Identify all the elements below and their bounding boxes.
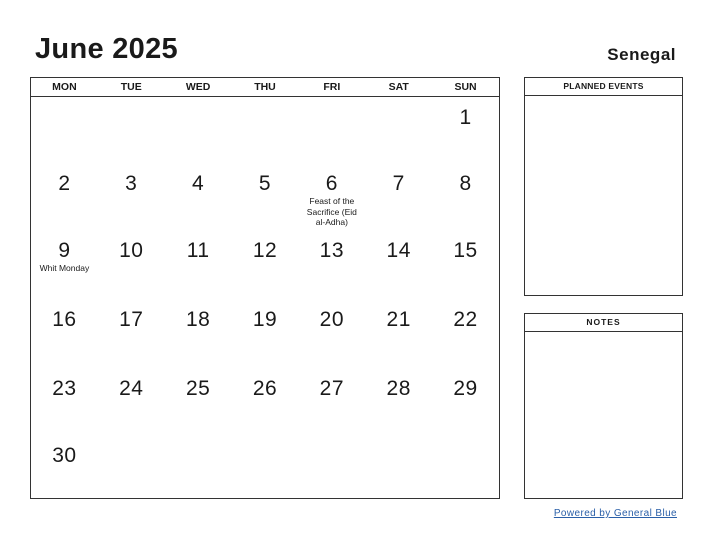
day-number: 3 (125, 172, 138, 195)
weekday-sat: SAT (388, 81, 409, 93)
day-cell (232, 299, 299, 368)
day-cell (165, 435, 232, 503)
day-cell (432, 435, 499, 503)
day-number: 13 (319, 239, 345, 262)
weekday-mon: MON (52, 81, 77, 93)
planned-events-title: PLANNED EVENTS (525, 78, 682, 96)
day-cell (31, 435, 98, 503)
day-cell (232, 368, 299, 435)
day-cell (98, 435, 165, 503)
day-cell (432, 299, 499, 368)
day-cell (432, 230, 499, 299)
day-number: 15 (453, 239, 478, 262)
day-number: 10 (119, 239, 144, 262)
weekday-thu: THU (254, 81, 276, 93)
day-number (98, 97, 165, 106)
calendar-days (31, 97, 499, 503)
day-cell (165, 299, 232, 368)
day-number: 23 (52, 377, 77, 400)
weekday-tue: TUE (120, 81, 142, 93)
day-cell (432, 163, 499, 230)
day-cell (365, 368, 432, 435)
day-number: 1 (459, 106, 472, 129)
day-cell (298, 435, 365, 503)
day-cell (298, 230, 365, 299)
day-cell (165, 163, 232, 230)
day-cell (165, 368, 232, 435)
day-cell (31, 97, 98, 163)
holiday-label: Whit Monday (39, 263, 90, 273)
day-number: 26 (252, 377, 278, 400)
day-number: 19 (252, 308, 278, 331)
day-cell (298, 299, 365, 368)
day-cell (365, 435, 432, 503)
day-number (232, 435, 299, 444)
day-number: 28 (386, 377, 411, 400)
day-number: 24 (119, 377, 144, 400)
day-cell (165, 230, 232, 299)
day-number: 22 (453, 308, 478, 331)
day-cell (98, 163, 165, 230)
day-number: 16 (52, 308, 77, 331)
day-number: 6 (325, 172, 338, 195)
planned-events-panel (524, 77, 683, 296)
day-number (165, 97, 232, 106)
calendar-grid (30, 77, 500, 499)
weekday-sun: SUN (454, 81, 477, 93)
day-cell (365, 230, 432, 299)
day-cell (232, 230, 299, 299)
day-cell (98, 368, 165, 435)
powered-by-link[interactable]: Powered by General Blue (553, 508, 677, 519)
day-cell (98, 299, 165, 368)
day-number: 7 (392, 172, 405, 195)
day-number: 25 (185, 377, 211, 400)
day-cell (232, 435, 299, 503)
page-title: June 2025 (35, 33, 178, 65)
day-cell (365, 299, 432, 368)
day-number: 9 (58, 239, 71, 262)
notes-title: NOTES (525, 314, 682, 332)
day-number (31, 97, 98, 106)
day-cell (31, 368, 98, 435)
day-number: 14 (386, 239, 411, 262)
day-number (365, 435, 432, 444)
day-number (165, 435, 232, 444)
day-number: 11 (186, 239, 210, 262)
day-number: 12 (252, 239, 278, 262)
day-cell (31, 163, 98, 230)
day-number (232, 97, 299, 106)
day-cell (232, 97, 299, 163)
day-number (298, 435, 365, 444)
weekday-wed: WED (185, 81, 211, 93)
holiday-label: Feast of the Sacrifice (Eid al-Adha) (306, 196, 357, 227)
day-number: 21 (386, 308, 411, 331)
day-number (432, 435, 499, 444)
day-cell (298, 368, 365, 435)
day-cell (298, 97, 365, 163)
day-cell (31, 299, 98, 368)
day-number (298, 97, 365, 106)
weekday-header (31, 78, 499, 97)
country-label: Senegal (607, 45, 676, 64)
day-cell (298, 163, 365, 230)
day-number: 20 (319, 308, 345, 331)
day-cell (165, 97, 232, 163)
day-number: 2 (58, 172, 71, 195)
day-number: 30 (52, 444, 77, 467)
weekday-fri: FRI (323, 81, 341, 93)
day-cell (432, 97, 499, 163)
day-cell (365, 97, 432, 163)
day-number (98, 435, 165, 444)
day-number: 4 (192, 172, 205, 195)
day-number: 18 (185, 308, 211, 331)
day-number: 29 (453, 377, 478, 400)
day-cell (432, 368, 499, 435)
day-cell (98, 230, 165, 299)
day-number: 8 (459, 172, 472, 195)
day-number: 17 (119, 308, 144, 331)
day-cell (232, 163, 299, 230)
day-number: 5 (258, 172, 272, 195)
day-cell (365, 163, 432, 230)
day-number (365, 97, 432, 106)
day-cell (98, 97, 165, 163)
day-cell (31, 230, 98, 299)
day-number: 27 (319, 377, 345, 400)
notes-panel (524, 313, 683, 499)
